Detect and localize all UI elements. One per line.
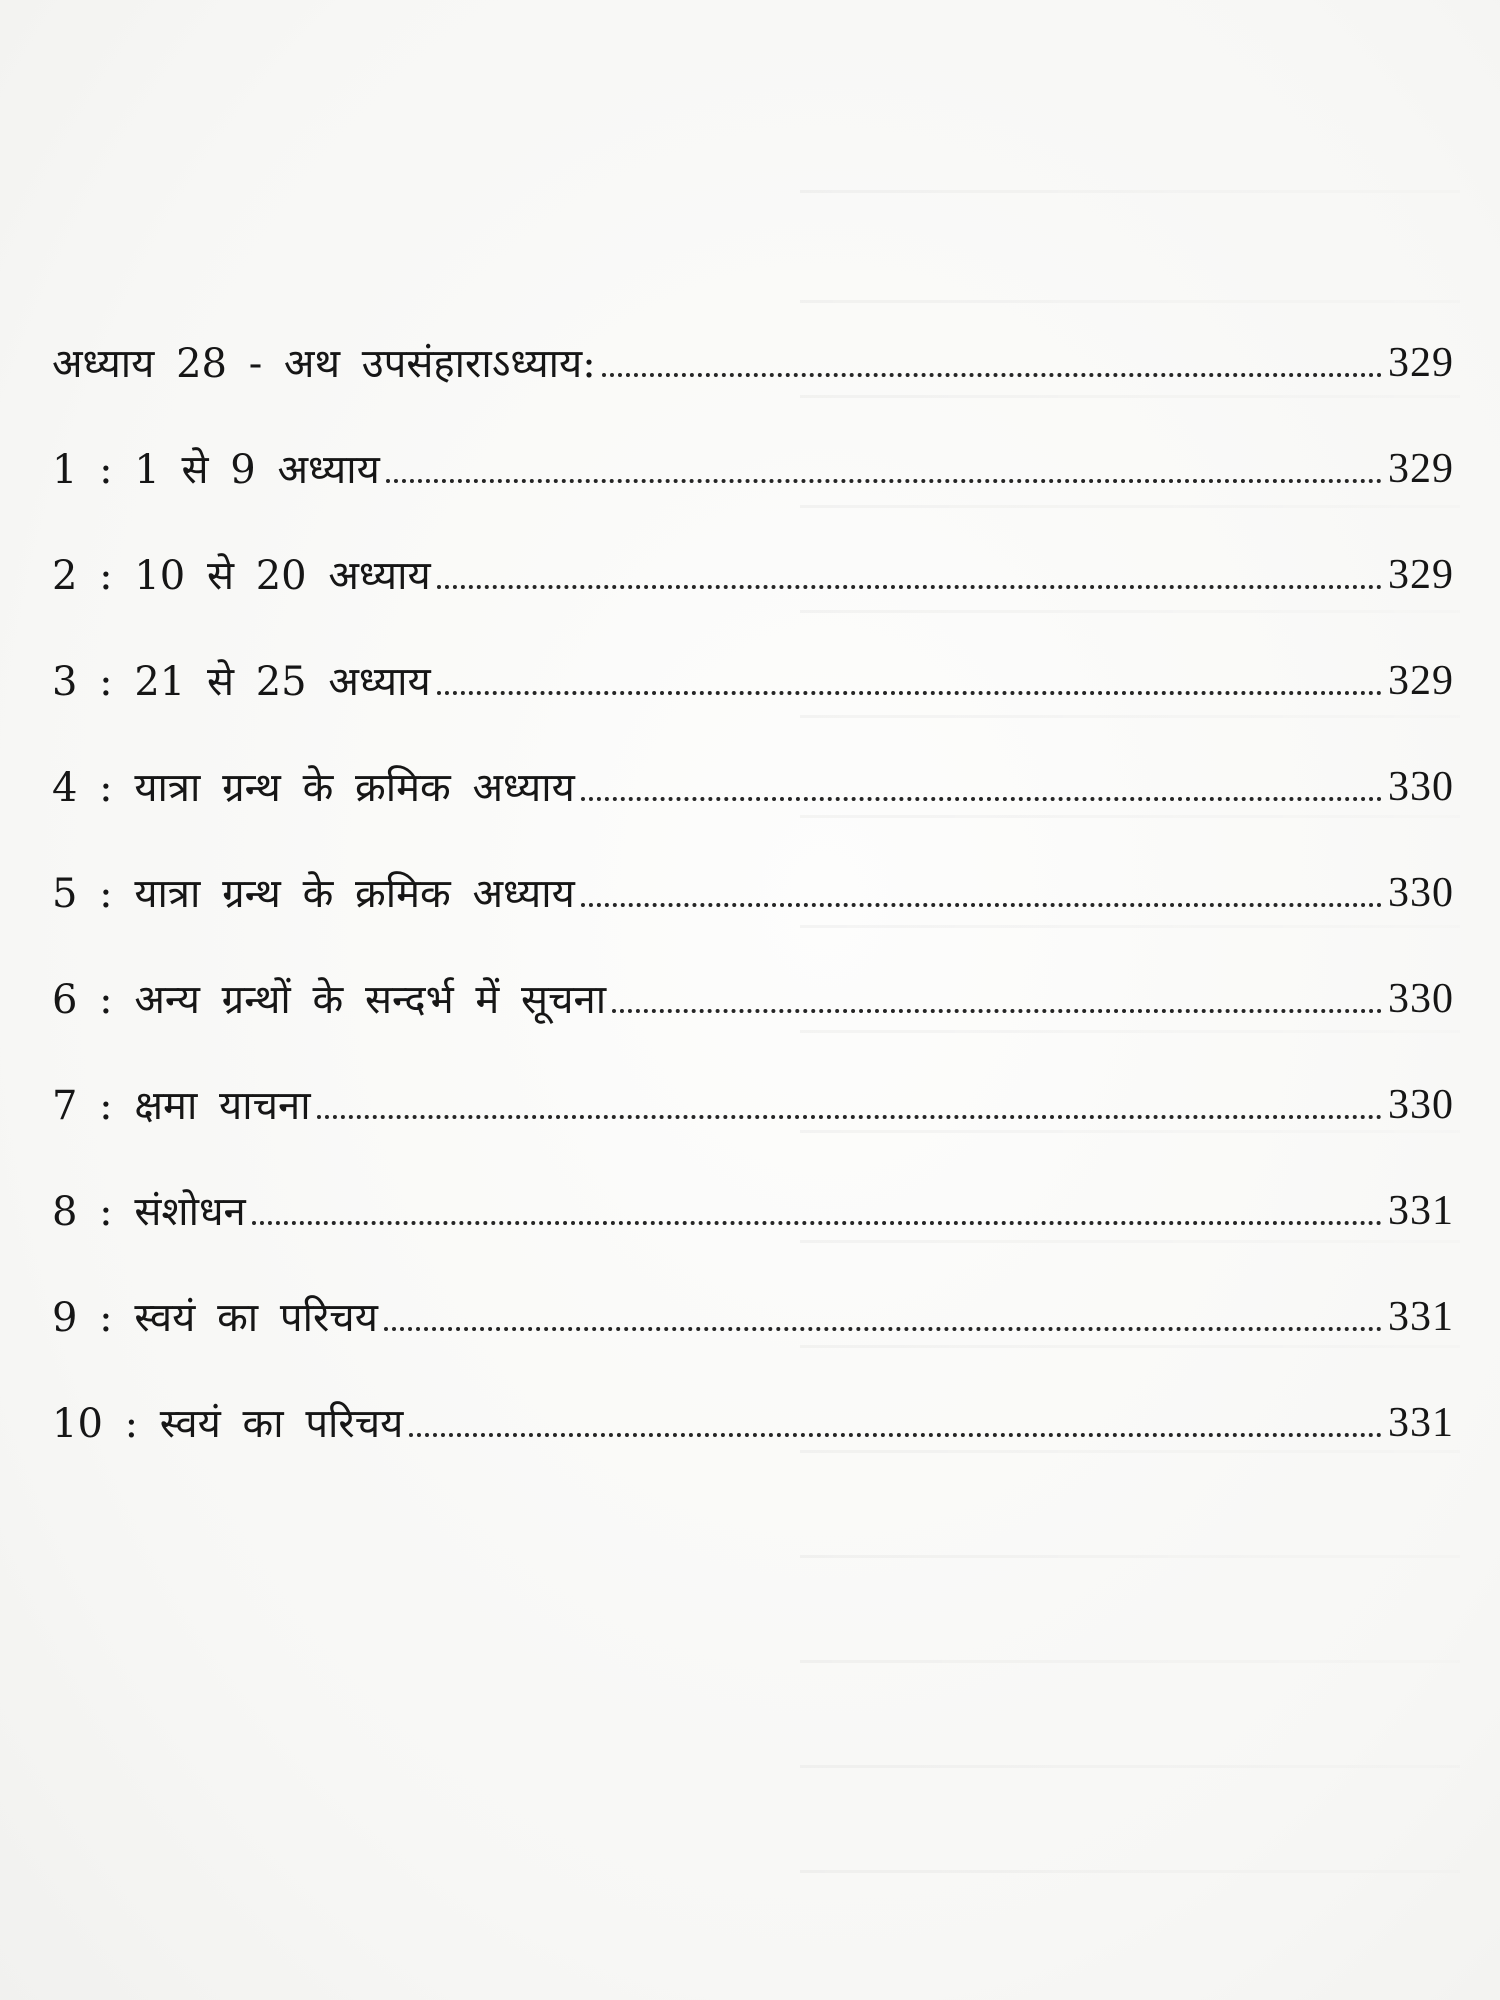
toc-entry-title: अध्याय 28 - अथ उपसंहाराऽध्याय: xyxy=(52,341,596,387)
toc-entry-title: 9 : स्वयं का परिचय xyxy=(52,1295,378,1341)
toc-entry-title: 8 : संशोधन xyxy=(52,1189,246,1235)
toc-entry-page: 331 xyxy=(1388,1188,1454,1234)
toc-entry[interactable] xyxy=(52,914,1454,1023)
toc-entry-page: 330 xyxy=(1388,976,1454,1022)
toc-entry-title: 2 : 10 से 20 अध्याय xyxy=(52,553,431,599)
toc-entry[interactable] xyxy=(52,1232,1454,1341)
toc-entry-page: 329 xyxy=(1388,658,1454,704)
dot-leader xyxy=(409,1433,1382,1437)
toc-entry-title: 3 : 21 से 25 अध्याय xyxy=(52,659,431,705)
bleed-through-line xyxy=(800,1870,1460,1873)
dot-leader xyxy=(437,585,1382,589)
toc-entry-title: 10 : स्वयं का परिचय xyxy=(52,1401,404,1447)
toc-entry-title: 7 : क्षमा याचना xyxy=(52,1083,311,1129)
dot-leader xyxy=(581,903,1382,907)
toc-entry-page: 329 xyxy=(1388,446,1454,492)
toc-entry-title: 6 : अन्य ग्रन्थों के सन्दर्भ में सूचना xyxy=(52,977,607,1023)
toc-entry-title: 1 : 1 से 9 अध्याय xyxy=(52,447,380,493)
dot-leader xyxy=(384,1327,1382,1331)
toc-entry[interactable] xyxy=(52,596,1454,705)
toc-entry-page: 330 xyxy=(1388,1082,1454,1128)
dot-leader xyxy=(581,797,1382,801)
dot-leader xyxy=(602,373,1382,377)
toc-entry-page: 331 xyxy=(1388,1400,1454,1446)
toc-entry-title: 5 : यात्रा ग्रन्थ के क्रमिक अध्याय xyxy=(52,871,575,917)
dot-leader xyxy=(386,479,1382,483)
toc-entry[interactable] xyxy=(52,384,1454,493)
toc-entry[interactable] xyxy=(52,1338,1454,1447)
toc-entry-title: 4 : यात्रा ग्रन्थ के क्रमिक अध्याय xyxy=(52,765,575,811)
bleed-through-line xyxy=(800,190,1460,193)
toc-entry[interactable] xyxy=(52,1126,1454,1235)
toc-entry-page: 331 xyxy=(1388,1294,1454,1340)
toc-entry[interactable] xyxy=(52,1020,1454,1129)
dot-leader xyxy=(317,1115,1382,1119)
toc-entry-page: 330 xyxy=(1388,870,1454,916)
toc-entry[interactable] xyxy=(52,278,1454,387)
bleed-through-line xyxy=(800,1660,1460,1663)
bleed-through-line xyxy=(800,1450,1460,1453)
toc-entry[interactable] xyxy=(52,702,1454,811)
toc-entry-page: 330 xyxy=(1388,764,1454,810)
dot-leader xyxy=(612,1009,1382,1013)
toc-entry[interactable] xyxy=(52,808,1454,917)
toc-entry[interactable] xyxy=(52,490,1454,599)
bleed-through-line xyxy=(800,1555,1460,1558)
dot-leader xyxy=(437,691,1382,695)
bleed-through-line xyxy=(800,1765,1460,1768)
toc-entry-page: 329 xyxy=(1388,552,1454,598)
table-of-contents xyxy=(52,278,1454,1447)
toc-entry-page: 329 xyxy=(1388,340,1454,386)
dot-leader xyxy=(252,1221,1382,1225)
